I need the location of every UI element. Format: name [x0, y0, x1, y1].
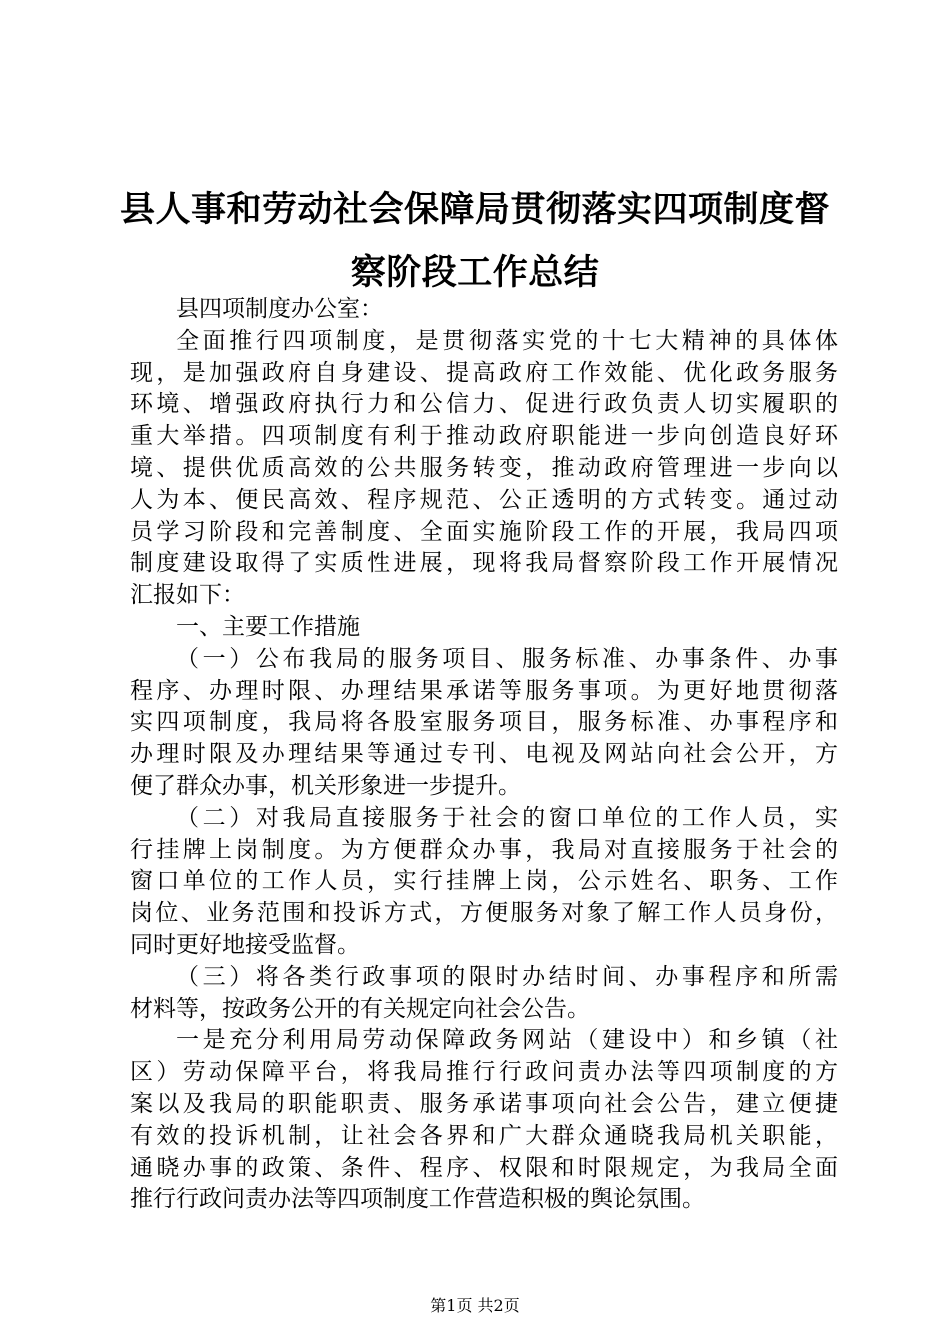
- text-line: 有效的投诉机制，让社会各界和广大群众通晓我局机关职能，: [130, 1122, 838, 1149]
- text-line: 一、主要工作措施: [176, 613, 360, 640]
- text-line: （二）对我局直接服务于社会的窗口单位的工作人员，实: [176, 804, 838, 831]
- text-line: 岗位、业务范围和投诉方式，方便服务对象了解工作人员身份，: [130, 900, 838, 927]
- text-line: 汇报如下：: [130, 582, 245, 609]
- title-line: 察阶段工作总结: [350, 252, 600, 293]
- text-line: 案以及我局的职能职责、服务承诺事项向社会公告，建立便捷: [130, 1090, 838, 1117]
- text-line: 窗口单位的工作人员，实行挂牌上岗，公示姓名、职务、工作: [130, 868, 838, 895]
- text-line: 制度建设取得了实质性进展，现将我局督察阶段工作开展情况: [130, 550, 838, 577]
- text-line: 区）劳动保障平台，将我局推行行政问责办法等四项制度的方: [130, 1059, 838, 1086]
- text-line: 实四项制度，我局将各股室服务项目，服务标准、办事程序和: [130, 709, 838, 736]
- text-line: 全面推行四项制度，是贯彻落实党的十七大精神的具体体: [176, 327, 838, 354]
- text-line: 行挂牌上岗制度。为方便群众办事，我局对直接服务于社会的: [130, 836, 838, 863]
- text-line: 重大举措。四项制度有利于推动政府职能进一步向创造良好环: [130, 423, 838, 450]
- text-line: 境、提供优质高效的公共服务转变，推动政府管理进一步向以: [130, 454, 838, 481]
- text-line: 通晓办事的政策、条件、程序、权限和时限规定，为我局全面: [130, 1154, 838, 1181]
- document-body: [130, 294, 838, 1216]
- text-line: 县四项制度办公室：: [176, 296, 383, 322]
- text-line: 员学习阶段和完善制度、全面实施阶段工作的开展，我局四项: [130, 518, 838, 545]
- title-line: 县人事和劳动社会保障局贯彻落实四项制度督: [119, 189, 830, 230]
- text-line: 程序、办理时限、办理结果承诺等服务事项。为更好地贯彻落: [130, 677, 838, 704]
- text-line: 环境、增强政府执行力和公信力、促进行政负责人切实履职的: [130, 391, 838, 418]
- text-line: 材料等，按政务公开的有关规定向社会公告。: [130, 995, 590, 1022]
- text-line: （三）将各类行政事项的限时办结时间、办事程序和所需: [176, 963, 838, 990]
- page-title: [100, 178, 850, 304]
- text-line: 现，是加强政府自身建设、提高政府工作效能、优化政务服务: [130, 359, 838, 386]
- text-line: 一是充分利用局劳动保障政务网站（建设中）和乡镇（社: [176, 1027, 838, 1054]
- text-line: 便了群众办事，机关形象进一步提升。: [130, 772, 521, 799]
- text-line: 同时更好地接受监督。: [130, 931, 360, 958]
- page-footer: 第1页 共2页: [430, 1296, 520, 1315]
- text-line: 办理时限及办理结果等通过专刊、电视及网站向社会公开，方: [130, 741, 838, 768]
- text-line: 推行行政问责办法等四项制度工作营造积极的舆论氛围。: [130, 1186, 705, 1213]
- text-line: 人为本、便民高效、程序规范、公正透明的方式转变。通过动: [130, 486, 838, 513]
- text-line: （一）公布我局的服务项目、服务标准、办事条件、办事: [176, 645, 838, 672]
